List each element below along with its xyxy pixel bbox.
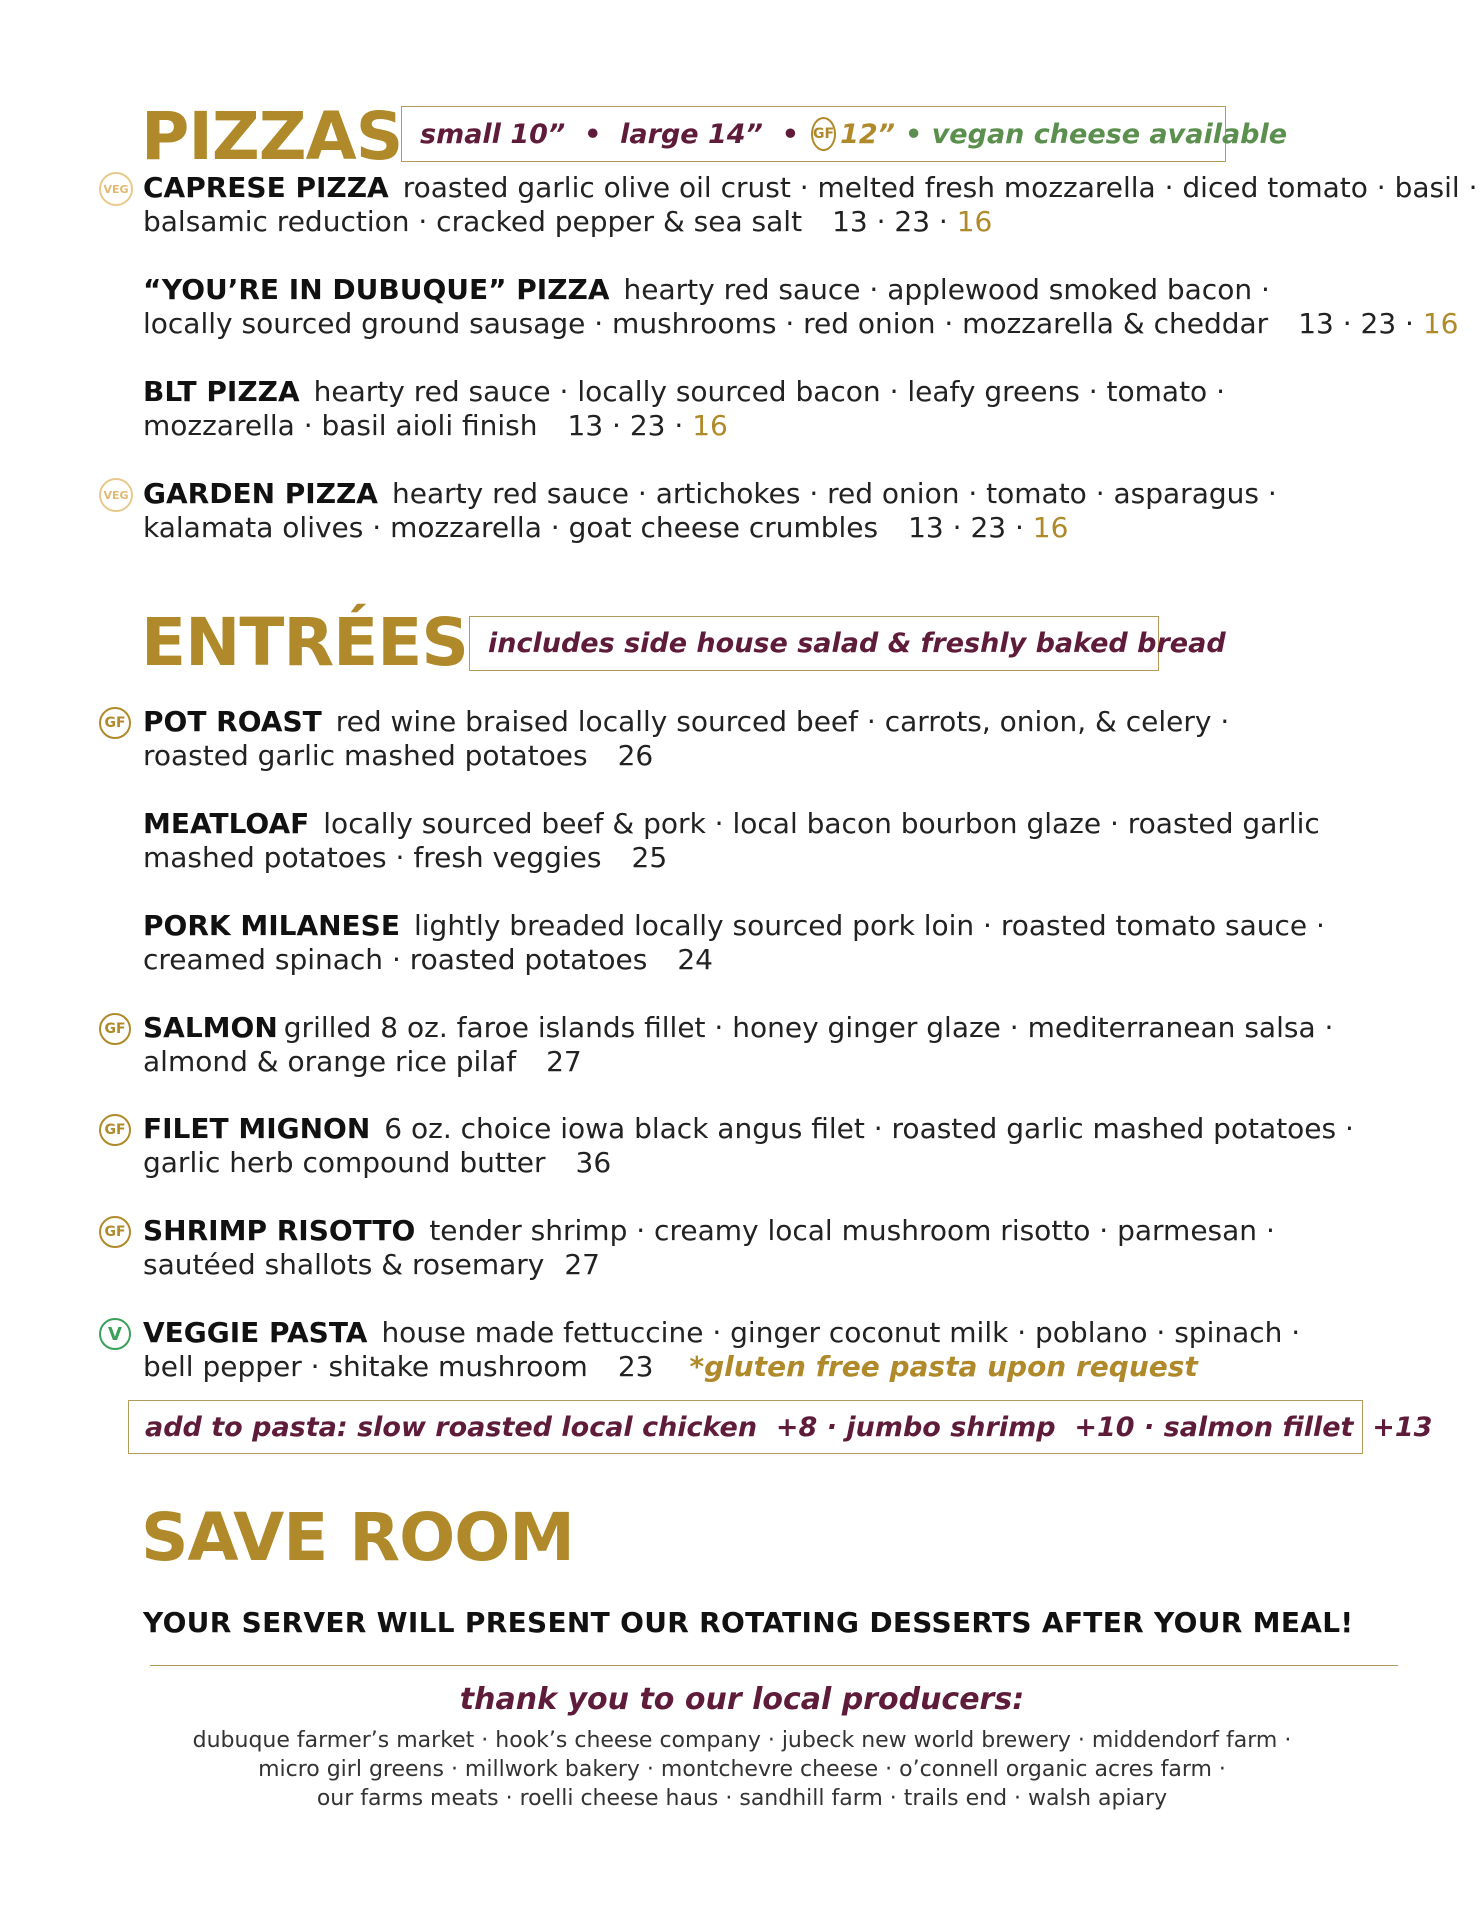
vegan-icon: V: [99, 1318, 131, 1350]
item-price: 23: [617, 1350, 654, 1383]
vegetarian-icon: VEG: [99, 172, 133, 206]
item-name: BLT PIZZA: [143, 375, 300, 408]
item-description: locally sourced beef & pork · local bacon bourbon glaze · roasted garlic: [323, 807, 1320, 840]
menu-item-pot-roast: [143, 705, 1229, 773]
item-gf-price: 16: [1422, 307, 1459, 340]
entrees-note: [469, 616, 1226, 671]
item-description: balsamic reduction · cracked pepper & sea salt: [143, 205, 803, 238]
item-price: 36: [575, 1146, 612, 1179]
item-name: PORK MILANESE: [143, 909, 400, 942]
item-description: bell pepper · shitake mushroom: [143, 1350, 588, 1383]
item-name: SALMON: [143, 1011, 278, 1044]
item-gf-price: 16: [692, 409, 728, 442]
gf-size-text: 12”: [840, 118, 896, 150]
gluten-free-icon: GF: [99, 707, 131, 739]
item-description: almond & orange rice pilaf: [143, 1045, 517, 1078]
item-price: 26: [617, 739, 654, 772]
menu-item-garden-pizza: [143, 477, 1277, 545]
item-description: creamed spinach · roasted potatoes: [143, 943, 648, 976]
pasta-addons-box: [128, 1400, 1433, 1454]
menu-item-shrimp-risotto: [143, 1214, 1275, 1282]
item-description: tender shrimp · creamy local mushroom risotto · parmesan ·: [429, 1214, 1275, 1247]
item-name: FILET MIGNON: [143, 1112, 371, 1145]
item-name: VEGGIE PASTA: [143, 1316, 368, 1349]
item-name: MEATLOAF: [143, 807, 310, 840]
item-description: lightly breaded locally sourced pork loin · roasted tomato sauce ·: [413, 909, 1325, 942]
pizzas-title: PIZZAS: [141, 98, 403, 175]
item-description: locally sourced ground sausage · mushrooms · red onion · mozzarella & cheddar: [143, 307, 1269, 340]
item-description: hearty red sauce · applewood smoked bacon ·: [623, 273, 1270, 306]
divider: [150, 1665, 1398, 1666]
vegan-cheese-text: • vegan cheese available: [905, 118, 1288, 150]
item-description: garlic herb compound butter: [143, 1146, 546, 1179]
item-name: “YOU’RE IN DUBUQUE” PIZZA: [143, 273, 610, 306]
item-gf-price: 16: [1032, 511, 1069, 544]
item-price: 27: [546, 1045, 582, 1078]
menu-item-dubuque-pizza: [143, 273, 1459, 341]
menu-item-meatloaf: [143, 807, 1320, 875]
item-description: sautéed shallots & rosemary: [143, 1248, 545, 1281]
menu-item-blt-pizza: [143, 375, 1225, 443]
producers-line: micro girl greens · millwork bakery · montchevre cheese · o’connell organic acres farm ·: [258, 1757, 1226, 1782]
save-room-title: SAVE ROOM: [141, 1499, 574, 1576]
gluten-free-icon: GF: [99, 1013, 131, 1045]
item-description: mashed potatoes · fresh veggies: [143, 841, 602, 874]
item-name: GARDEN PIZZA: [143, 477, 378, 510]
item-gf-price: 16: [956, 205, 993, 238]
gluten-free-icon: GF: [811, 117, 836, 151]
vegetarian-icon: VEG: [99, 478, 133, 512]
item-price: 13 · 23 ·: [1298, 307, 1423, 340]
producers-line: dubuque farmer’s market · hook’s cheese company · jubeck new world brewery · middendorf farm ·: [192, 1728, 1292, 1753]
item-description: house made fettuccine · ginger coconut milk · poblano · spinach ·: [381, 1316, 1301, 1349]
item-description: red wine braised locally sourced beef · carrots, onion, & celery ·: [335, 705, 1230, 738]
entrees-note-text: includes side house salad & freshly baked bread: [488, 628, 1226, 659]
item-description: 6 oz. choice iowa black angus filet · roasted garlic mashed potatoes ·: [384, 1112, 1354, 1145]
pizza-sizes-note: [401, 106, 1288, 162]
pasta-addons-text: add to pasta: slow roasted local chicken +8 · jumbo shrimp +10 · salmon fillet +13: [145, 1411, 1433, 1443]
menu-item-caprese-pizza: [143, 171, 1478, 239]
menu-item-filet-mignon: [143, 1112, 1354, 1180]
producers-line: our farms meats · roelli cheese haus · sandhill farm · trails end · walsh apiary: [316, 1786, 1168, 1811]
item-description: grilled 8 oz. faroe islands fillet · honey ginger glaze · mediterranean salsa ·: [283, 1011, 1334, 1044]
producers-heading: thank you to our local producers:: [459, 1682, 1025, 1717]
menu-item-veggie-pasta: [143, 1316, 1300, 1384]
item-description: hearty red sauce · artichokes · red onion · tomato · asparagus ·: [391, 477, 1277, 510]
item-price: 13 · 23 ·: [567, 409, 693, 442]
item-price: 13 · 23 ·: [908, 511, 1033, 544]
gluten-free-pasta-note: *gluten free pasta upon request: [689, 1350, 1198, 1383]
item-price: 27: [564, 1248, 600, 1281]
menu-item-salmon: [143, 1011, 1333, 1079]
pizza-sizes-text: small 10” • large 14” •: [420, 118, 800, 150]
gluten-free-icon: GF: [99, 1216, 131, 1248]
item-description: roasted garlic olive oil crust · melted fresh mozzarella · diced tomato · basil ·: [402, 171, 1478, 204]
item-description: kalamata olives · mozzarella · goat cheese crumbles: [143, 511, 879, 544]
dessert-notice: YOUR SERVER WILL PRESENT OUR ROTATING DESSERTS AFTER YOUR MEAL!: [143, 1606, 1354, 1639]
entrees-title: ENTRÉES: [141, 604, 468, 681]
item-description: roasted garlic mashed potatoes: [143, 739, 588, 772]
menu-item-pork-milanese: [143, 909, 1325, 977]
item-name: CAPRESE PIZZA: [143, 171, 389, 204]
item-price: 24: [677, 943, 713, 976]
item-description: mozzarella · basil aioli finish: [143, 409, 538, 442]
gluten-free-icon: GF: [99, 1114, 131, 1146]
item-price: 13 · 23 ·: [832, 205, 957, 238]
item-price: 25: [631, 841, 668, 874]
item-description: hearty red sauce · locally sourced bacon · leafy greens · tomato ·: [313, 375, 1225, 408]
item-name: POT ROAST: [143, 705, 322, 738]
item-name: SHRIMP RISOTTO: [143, 1214, 416, 1247]
